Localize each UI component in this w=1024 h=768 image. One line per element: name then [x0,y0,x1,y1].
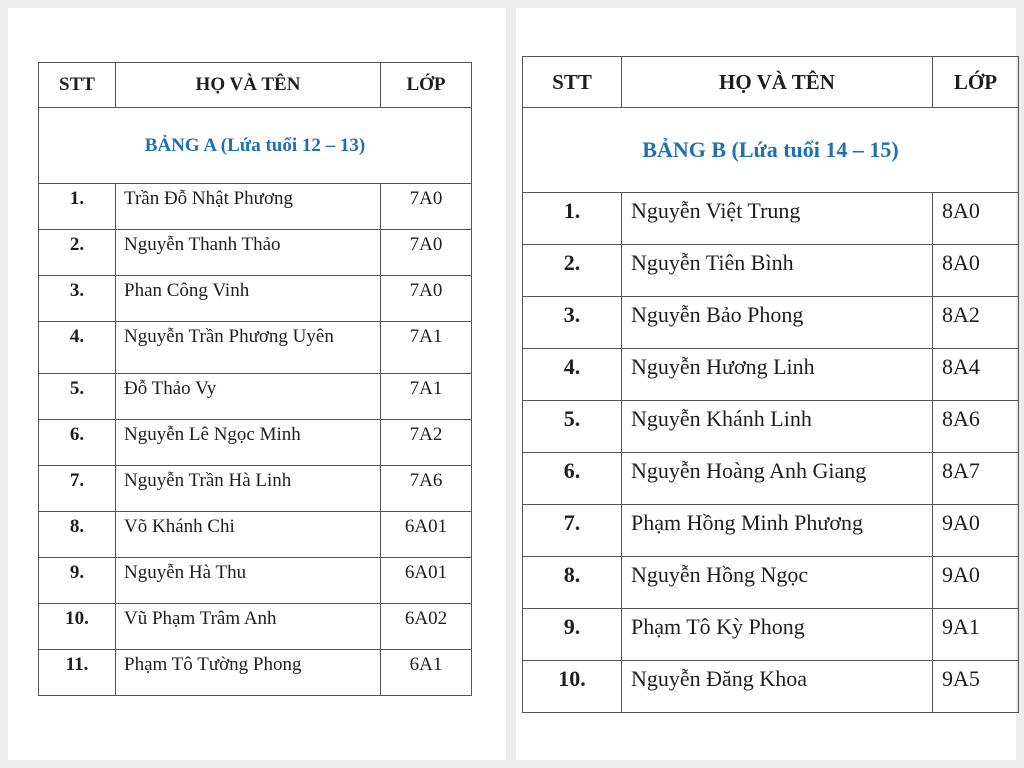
table-row [39,604,472,650]
table-caption-row [39,108,472,184]
stt-cell: 8. [523,557,622,609]
name-cell: Nguyễn Trần Hà Linh [116,466,381,512]
stt-cell: 4. [39,322,116,374]
stt-cell: 6. [523,453,622,505]
stt-cell: 1. [39,184,116,230]
table-row [39,184,472,230]
table-row [39,276,472,322]
stt-cell: 2. [39,230,116,276]
table-b [522,56,1019,713]
name-cell: Nguyễn Tiên Bình [622,245,933,297]
stt-cell: 3. [39,276,116,322]
table-header-row [39,63,472,108]
stt-cell: 7. [39,466,116,512]
class-cell: 8A0 [933,193,1019,245]
table-row [523,297,1019,349]
name-cell: Nguyễn Khánh Linh [622,401,933,453]
class-cell: 6A1 [381,650,472,696]
table-row [39,558,472,604]
class-cell: 6A02 [381,604,472,650]
name-cell: Phạm Hồng Minh Phương [622,505,933,557]
header-stt: STT [39,63,116,108]
table-row [39,322,472,374]
name-cell: Phạm Tô Kỳ Phong [622,609,933,661]
table-row [39,420,472,466]
left-page [8,8,506,760]
header-name: HỌ VÀ TÊN [622,57,933,108]
name-cell: Phạm Tô Tường Phong [116,650,381,696]
stt-cell: 10. [39,604,116,650]
table-row [523,557,1019,609]
stt-cell: 11. [39,650,116,696]
table-caption: BẢNG A (Lứa tuổi 12 – 13) [39,108,472,184]
table-a [38,62,472,696]
class-cell: 7A0 [381,230,472,276]
table-row [523,505,1019,557]
stt-cell: 9. [39,558,116,604]
class-cell: 8A7 [933,453,1019,505]
header-class: LỚP [933,57,1019,108]
name-cell: Nguyễn Hoàng Anh Giang [622,453,933,505]
class-cell: 9A1 [933,609,1019,661]
name-cell: Nguyễn Thanh Thảo [116,230,381,276]
name-cell: Võ Khánh Chi [116,512,381,558]
name-cell: Nguyễn Hương Linh [622,349,933,401]
table-row [39,466,472,512]
name-cell: Đỗ Thảo Vy [116,374,381,420]
class-cell: 8A4 [933,349,1019,401]
table-row [523,349,1019,401]
class-cell: 7A2 [381,420,472,466]
stt-cell: 4. [523,349,622,401]
stt-cell: 2. [523,245,622,297]
stt-cell: 7. [523,505,622,557]
header-name: HỌ VÀ TÊN [116,63,381,108]
class-cell: 8A6 [933,401,1019,453]
name-cell: Trần Đỗ Nhật Phương [116,184,381,230]
name-cell: Phan Công Vinh [116,276,381,322]
stt-cell: 6. [39,420,116,466]
table-row [523,453,1019,505]
stt-cell: 5. [523,401,622,453]
table-row [523,401,1019,453]
table-caption: BẢNG B (Lứa tuổi 14 – 15) [523,108,1019,193]
table-row [523,245,1019,297]
name-cell: Nguyễn Đăng Khoa [622,661,933,713]
class-cell: 8A2 [933,297,1019,349]
name-cell: Vũ Phạm Trâm Anh [116,604,381,650]
stt-cell: 1. [523,193,622,245]
stt-cell: 3. [523,297,622,349]
table-row [523,609,1019,661]
header-stt: STT [523,57,622,108]
stt-cell: 10. [523,661,622,713]
table-row [39,374,472,420]
class-cell: 7A0 [381,276,472,322]
class-cell: 6A01 [381,512,472,558]
name-cell: Nguyễn Trần Phương Uyên [116,322,381,374]
class-cell: 6A01 [381,558,472,604]
class-cell: 7A6 [381,466,472,512]
class-cell: 8A0 [933,245,1019,297]
table-header-row [523,57,1019,108]
stt-cell: 5. [39,374,116,420]
class-cell: 7A1 [381,374,472,420]
table-row [39,512,472,558]
class-cell: 7A0 [381,184,472,230]
class-cell: 9A0 [933,557,1019,609]
name-cell: Nguyễn Hồng Ngọc [622,557,933,609]
header-class: LỚP [381,63,472,108]
class-cell: 9A0 [933,505,1019,557]
name-cell: Nguyễn Lê Ngọc Minh [116,420,381,466]
right-page [516,8,1016,760]
table-row [523,193,1019,245]
name-cell: Nguyễn Bảo Phong [622,297,933,349]
table-caption-row [523,108,1019,193]
table-row [39,230,472,276]
name-cell: Nguyễn Việt Trung [622,193,933,245]
stt-cell: 8. [39,512,116,558]
table-row [39,650,472,696]
table-row [523,661,1019,713]
class-cell: 9A5 [933,661,1019,713]
name-cell: Nguyễn Hà Thu [116,558,381,604]
stt-cell: 9. [523,609,622,661]
class-cell: 7A1 [381,322,472,374]
